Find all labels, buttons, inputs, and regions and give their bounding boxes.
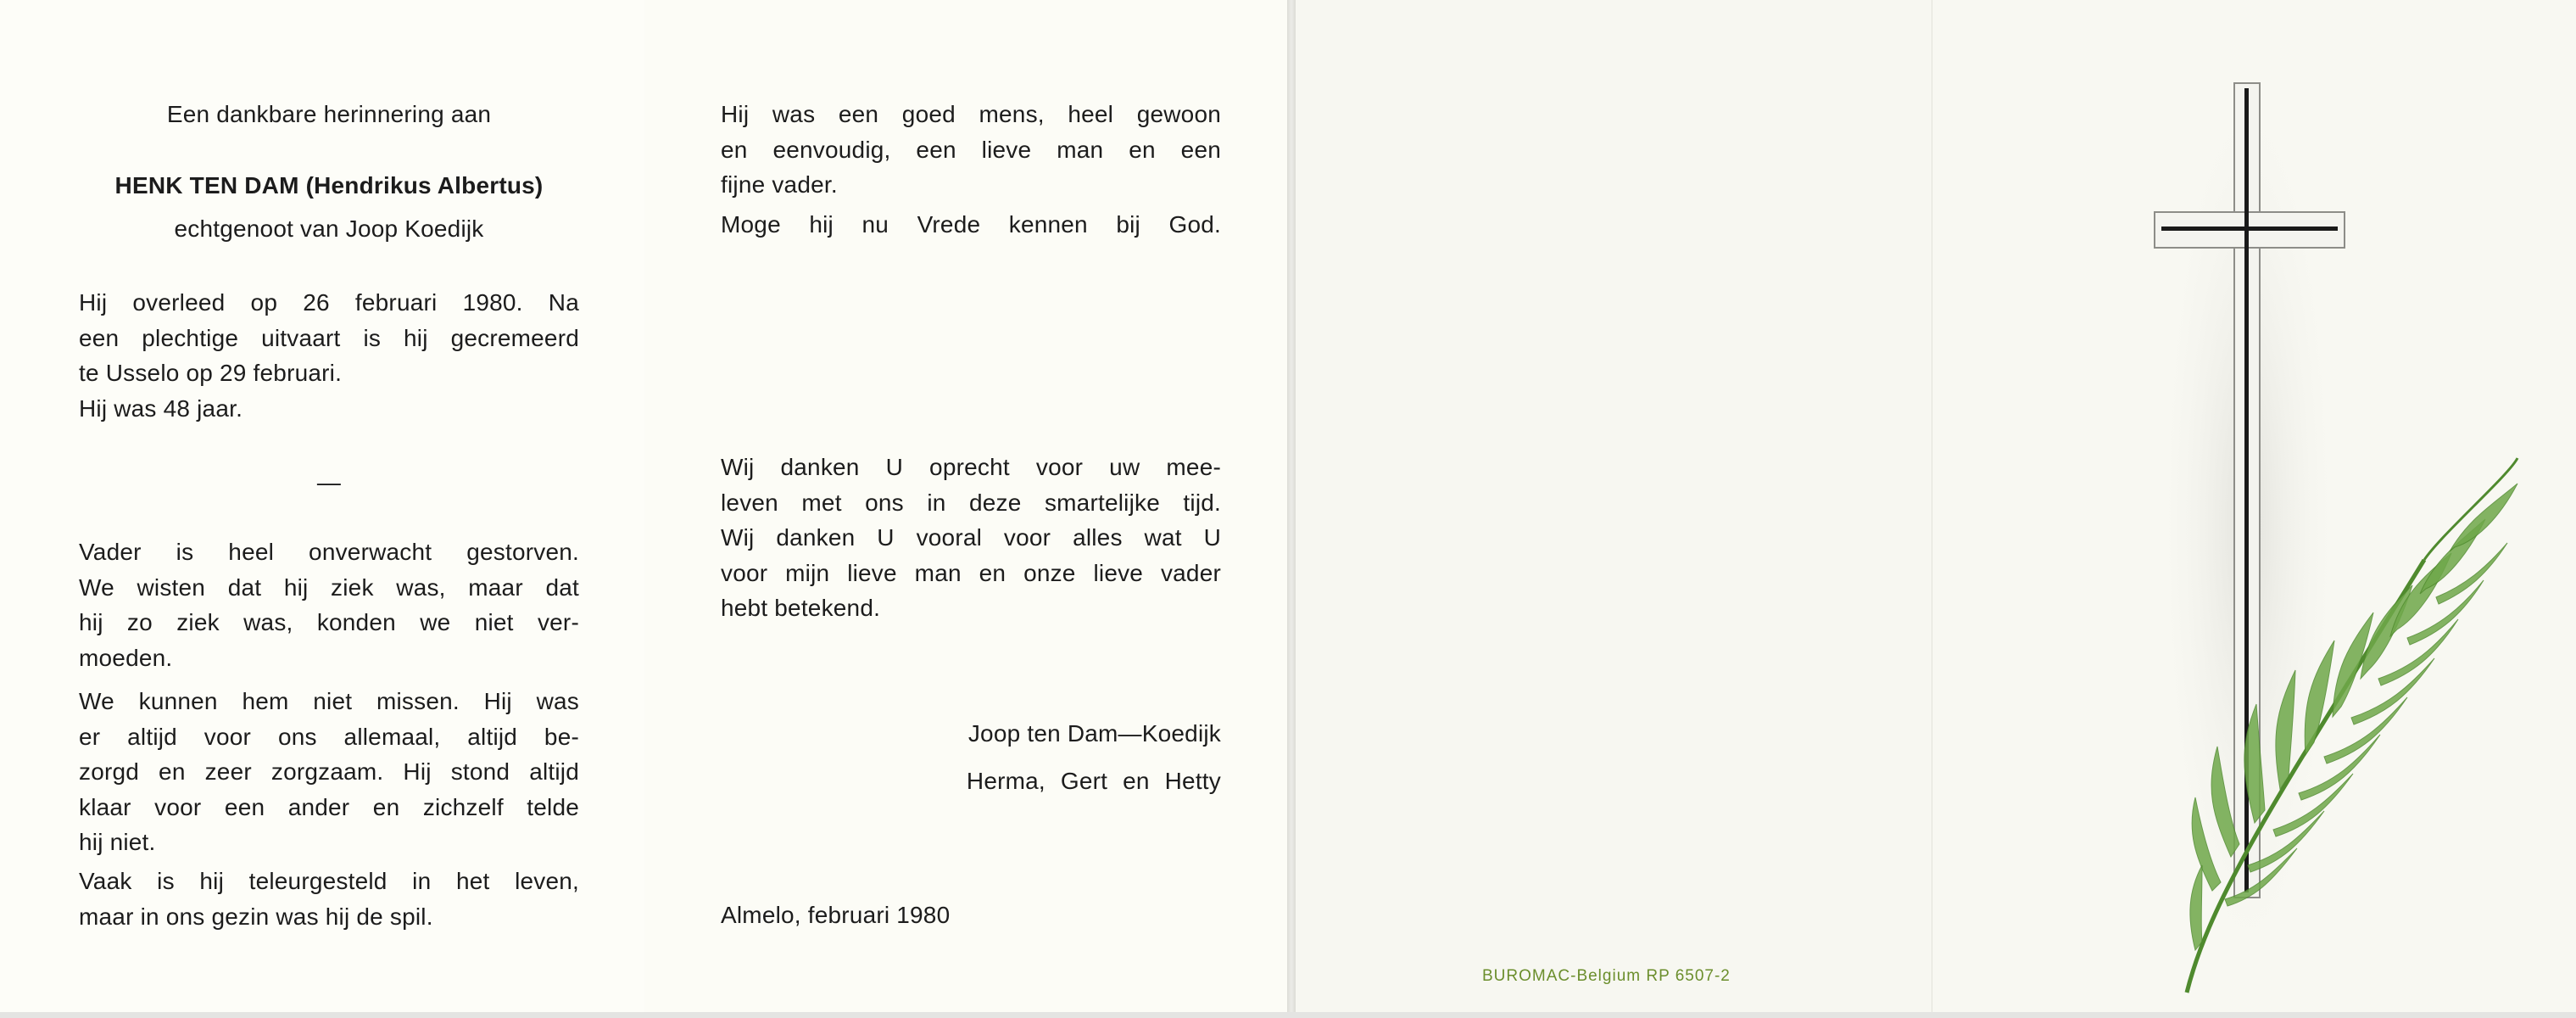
printer-imprint: BUROMAC-Belgium RP 6507-2 xyxy=(1482,967,1731,985)
text-line: Hij was een goed mens, heel gewoon xyxy=(721,101,1221,127)
text-line: moeden. xyxy=(79,644,173,671)
text-line: hij niet. xyxy=(79,829,156,855)
paragraph-1 xyxy=(79,534,579,675)
signature-spouse: Joop ten Dam—Koedijk xyxy=(967,720,1221,747)
text-line: klaar voor een ander en zichzelf telde xyxy=(79,793,579,820)
place-date: Almelo, februari 1980 xyxy=(721,902,951,928)
text-line: hebt betekend. xyxy=(721,595,881,621)
text-line: maar in ons gezin was hij de spil. xyxy=(79,903,433,930)
paragraph-2 xyxy=(79,684,579,860)
death-notice xyxy=(79,285,579,426)
thanks-paragraph xyxy=(721,450,1221,626)
text-line: fijne vader. xyxy=(721,171,838,198)
text-line: Wij danken U vooral voor alles wat U xyxy=(721,524,1221,551)
card-panel-middle xyxy=(644,0,1287,1012)
deceased-name: HENK TEN DAM (Hendrikus Albertus) xyxy=(114,172,544,199)
text-line: en eenvoudig, een lieve man en een xyxy=(721,136,1221,163)
card-panel-left xyxy=(0,0,644,1012)
paragraph-3 xyxy=(79,864,579,934)
text-line: We kunnen hem niet missen. Hij was xyxy=(79,688,579,714)
text-line: zorgd en zeer zorgzaam. Hij stond altijd xyxy=(79,758,579,785)
text-line: Vader is heel onverwacht gestorven. xyxy=(79,539,579,565)
cross-with-palm-branch-icon xyxy=(1932,0,2576,1012)
text-line: We wisten dat hij ziek was, maar dat xyxy=(79,573,579,601)
spouse-line: echtgenoot van Joop Koedijk xyxy=(174,215,484,242)
death-line: Hij was 48 jaar. xyxy=(79,394,243,422)
prayer-line: Moge hij nu Vrede kennen bij God. xyxy=(721,211,1221,238)
text-line: hij zo ziek was, konden we niet ver- xyxy=(79,609,579,635)
text-line: Vaak is hij teleurgesteld in het leven, xyxy=(79,868,579,894)
death-line: te Usselo op 29 februari. xyxy=(79,360,343,386)
text-line: er altijd voor ons allemaal, altijd be- xyxy=(79,723,579,750)
card-fold xyxy=(1287,0,1296,1012)
separator-dash: — xyxy=(316,469,342,495)
text-line: voor mijn lieve man en onze lieve vader xyxy=(721,559,1221,586)
signature-children: Herma, Gert en Hetty xyxy=(966,768,1221,794)
card-panel-back xyxy=(1296,0,1932,1012)
death-line: een plechtige uitvaart is hij gecremeerd xyxy=(79,324,579,351)
intro-line: Een dankbare herinnering aan xyxy=(166,101,492,127)
card-panel-front xyxy=(1932,0,2576,1012)
death-line: Hij overleed op 26 februari 1980. Na xyxy=(79,289,579,316)
text-line: leven met ons in deze smartelijke tijd. xyxy=(721,489,1221,516)
middle-paragraph-1 xyxy=(721,97,1221,203)
text-line: Wij danken U oprecht voor uw mee- xyxy=(721,454,1221,480)
